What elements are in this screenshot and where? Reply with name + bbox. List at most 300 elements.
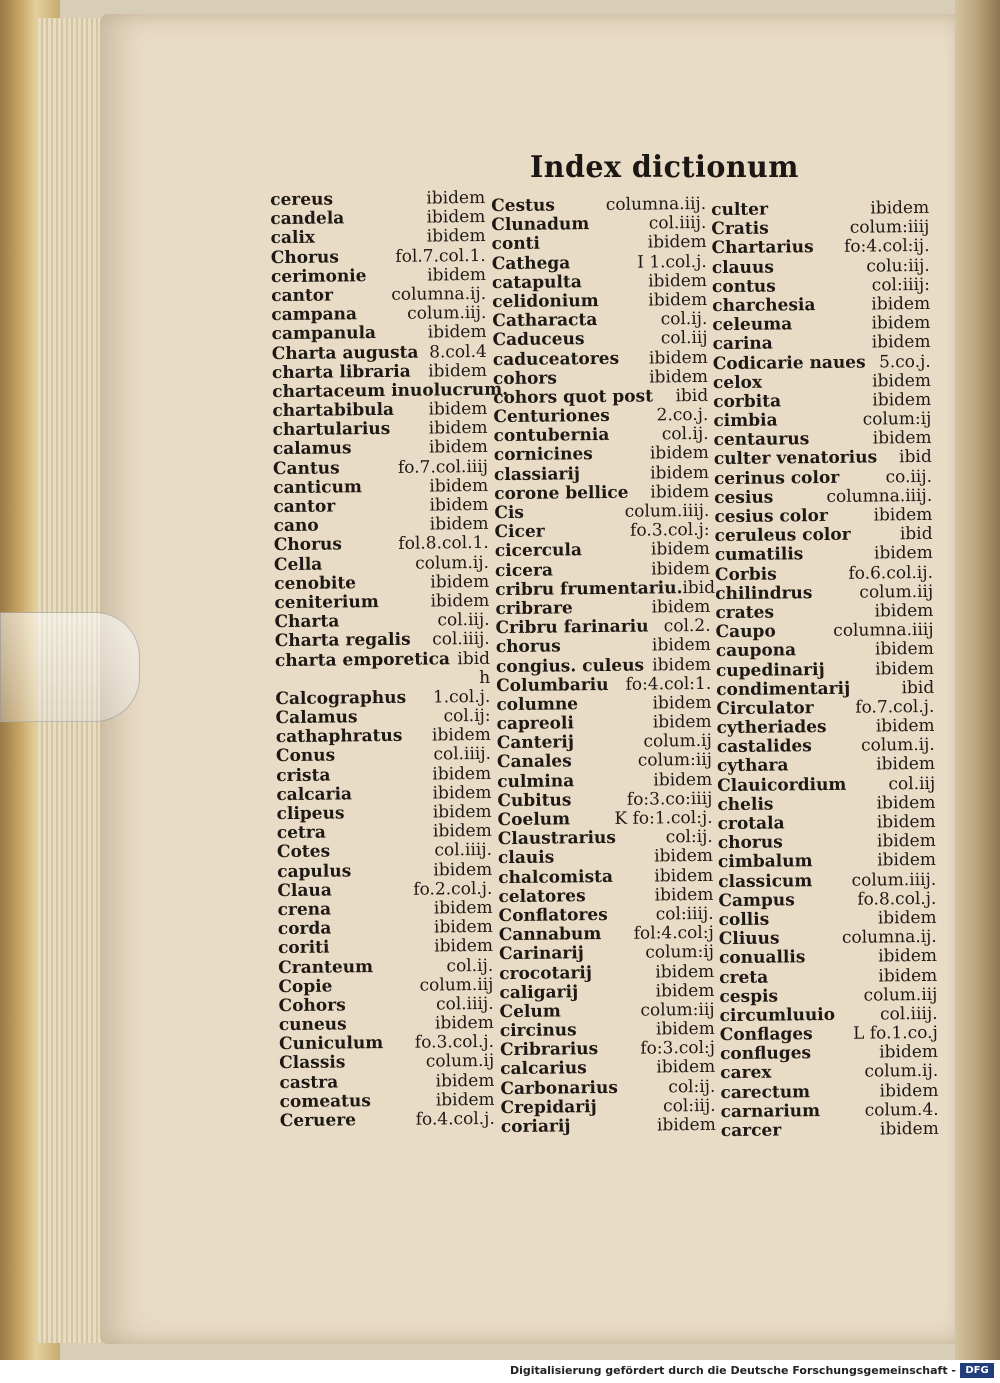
index-reference: ibidem <box>870 197 930 219</box>
index-reference: columna.ij. <box>841 926 937 948</box>
index-reference: ibidem <box>656 1114 716 1136</box>
index-term: Classis <box>279 1052 346 1074</box>
index-reference: ibidem <box>878 965 938 986</box>
index-reference: I 1.col.j. <box>637 251 707 273</box>
index-reference: col:iij. <box>663 1095 716 1117</box>
index-term: catapulta <box>491 271 582 293</box>
index-entry <box>501 1116 716 1137</box>
index-reference: ibidem <box>429 514 489 535</box>
index-term: chalcomista <box>498 866 614 888</box>
index-term: cohors quot post <box>493 386 654 409</box>
index-reference: ibid <box>899 447 932 468</box>
index-term: Claua <box>277 880 332 901</box>
index-reference: fo:3.co:iiij <box>626 788 713 810</box>
index-reference: ibidem <box>877 907 937 929</box>
index-reference: ibidem <box>879 1042 939 1063</box>
index-reference: ibid <box>457 648 491 669</box>
index-term: Charta augusta <box>271 342 419 364</box>
index-entry <box>275 649 490 670</box>
index-reference: ibidem <box>649 443 709 464</box>
index-term: cenobite <box>274 573 357 594</box>
index-term: cespis <box>719 986 779 1007</box>
index-reference: ibidem <box>432 782 492 804</box>
index-term: contus <box>711 276 776 297</box>
index-term: clauis <box>497 847 555 869</box>
index-reference: ibidem <box>875 658 935 679</box>
index-reference: ibidem <box>655 980 715 1002</box>
index-reference: 8.col.4 <box>429 341 487 362</box>
index-term: Cathega <box>491 252 571 274</box>
index-reference: col.iij. <box>437 610 490 631</box>
index-reference: ibidem <box>431 725 491 746</box>
index-reference: ibidem <box>872 428 932 449</box>
index-reference: ibidem <box>651 635 711 656</box>
index-term: classicum <box>718 870 813 892</box>
index-term: Cantus <box>272 458 340 479</box>
index-reference: ibidem <box>652 654 712 675</box>
index-reference: ibidem <box>872 370 932 392</box>
index-reference: colum:ij <box>645 942 715 963</box>
index-reference: ibidem <box>873 543 933 564</box>
index-term: chorus <box>495 636 561 658</box>
footer-credit: Digitalisierung gefördert durch die Deutsche Forschungsgemeinschaft - <box>509 1364 956 1377</box>
index-term: conuallis <box>718 947 806 969</box>
index-reference: col.ij. <box>660 309 708 330</box>
index-term: celox <box>712 372 763 393</box>
index-term: carina <box>712 333 773 355</box>
index-term: Cannabum <box>498 924 602 946</box>
index-reference: ibidem <box>430 590 490 612</box>
index-term: centaurus <box>713 429 810 451</box>
index-term: culmina <box>497 770 575 792</box>
index-term: campana <box>271 304 358 326</box>
index-reference: ibidem <box>652 692 712 714</box>
index-term: contubernia <box>493 425 610 447</box>
index-term: charta emporetica <box>274 648 451 671</box>
index-reference: col.iiij. <box>434 840 493 861</box>
index-term: Claustrarius <box>497 828 617 850</box>
index-reference: ibidem <box>428 360 488 382</box>
index-term: Campus <box>718 890 795 911</box>
index-entry <box>721 1120 939 1141</box>
index-term: celeuma <box>712 314 793 336</box>
index-term: congius. culeus <box>495 655 645 677</box>
index-reference: ibidem <box>426 226 486 247</box>
index-term: Cicer <box>494 521 545 543</box>
index-reference: ibidem <box>874 639 934 660</box>
index-reference: ibidem <box>429 494 489 516</box>
index-reference: ibidem <box>647 232 707 253</box>
index-term: carcer <box>720 1120 782 1142</box>
index-reference: col.iij <box>888 773 936 794</box>
index-reference: ibidem <box>651 558 711 580</box>
index-term: Coelum <box>497 809 571 831</box>
index-reference: col.ij: <box>443 705 491 727</box>
index-term: cimbia <box>713 410 778 432</box>
index-reference: fo:3.col:j <box>640 1038 716 1059</box>
index-reference: ibidem <box>650 481 710 503</box>
index-term: Chartarius <box>711 237 814 259</box>
index-reference: ibidem <box>428 418 488 439</box>
index-reference: colum.iiij. <box>624 500 710 522</box>
index-reference: col.ij. <box>446 955 494 976</box>
index-reference: ibidem <box>648 289 708 311</box>
index-term: Carbonarius <box>500 1077 618 1099</box>
index-term: Cubitus <box>497 790 572 811</box>
index-term: corone bellice <box>494 482 629 504</box>
index-term: candela <box>270 208 345 230</box>
index-term: circinus <box>499 1020 577 1042</box>
index-term: cumatilis <box>714 544 804 566</box>
index-term: caupona <box>715 640 797 662</box>
index-reference: fo.7.col.j. <box>855 696 935 718</box>
index-reference: ibidem <box>872 389 932 411</box>
index-reference: ibidem <box>879 1080 939 1102</box>
index-reference: fo.3.col.j: <box>630 520 710 541</box>
index-reference: ibidem <box>871 332 931 353</box>
index-reference: colum.iij <box>859 581 934 603</box>
index-term: cesius <box>714 487 774 508</box>
index-reference: 2.co.j. <box>656 404 709 426</box>
index-term: castra <box>279 1072 339 1093</box>
index-term: Caupo <box>715 621 776 643</box>
index-term: celatores <box>498 885 586 907</box>
index-reference: ibidem <box>878 946 938 967</box>
index-reference: ibidem <box>875 715 935 737</box>
page-marker-tab <box>0 612 140 722</box>
index-reference: ibid <box>675 385 709 407</box>
index-term: charta libraria <box>271 361 411 383</box>
index-term: calamus <box>272 438 352 460</box>
index-reference: colum:ij <box>862 408 932 430</box>
index-column-1 <box>270 187 509 1132</box>
index-reference: 5.co.j. <box>878 351 931 372</box>
index-term: canticum <box>273 477 363 498</box>
index-term: cytheriades <box>716 717 827 739</box>
index-reference: ibidem <box>648 270 708 292</box>
index-reference: colum.ij. <box>415 552 490 574</box>
index-reference: 1.col.j. <box>432 686 491 708</box>
index-term: corda <box>277 918 332 940</box>
index-reference: colum:iij <box>637 750 713 772</box>
index-term: chartaceum inuolucrum. <box>272 379 509 403</box>
index-reference: columna.iiij <box>833 619 934 642</box>
index-term: Copie <box>278 976 333 997</box>
index-reference: fo.8.col.j. <box>857 888 937 910</box>
index-reference: col.iiij. <box>432 629 490 650</box>
index-reference: L fo.1.co.j <box>853 1022 938 1044</box>
index-reference: ibidem <box>876 792 936 814</box>
index-reference: col.ij. <box>661 424 709 445</box>
index-reference: fol:4.col:j <box>633 922 714 944</box>
index-reference: co.iij. <box>885 466 933 487</box>
index-reference: ibidem <box>432 821 492 842</box>
index-term: Cratis <box>711 218 769 240</box>
index-term: chelis <box>717 794 774 815</box>
page-title: Index dictionum <box>530 150 799 185</box>
index-term: charchesia <box>712 295 816 317</box>
book-fore-edge <box>955 0 1000 1360</box>
index-reference: ibidem <box>656 1057 716 1078</box>
index-reference: ibidem <box>428 398 488 420</box>
index-reference: ibidem <box>426 187 486 209</box>
index-term: cereus <box>270 189 334 211</box>
index-term: circumluuio <box>719 1004 836 1026</box>
index-term: crates <box>715 602 775 624</box>
index-term: chartularius <box>272 419 391 441</box>
index-term: cornicines <box>493 444 593 466</box>
index-reference: ibidem <box>653 769 713 791</box>
index-reference: col:ij. <box>668 1076 716 1097</box>
index-term: cuneus <box>278 1014 347 1036</box>
index-term: Cribru farinariu <box>495 616 649 639</box>
index-term: Cranteum <box>278 956 374 978</box>
index-term: Cohors <box>278 995 346 1016</box>
index-term: cathaphratus <box>275 726 403 748</box>
index-term: Clunadum <box>491 214 590 236</box>
index-term: Corbis <box>714 564 777 585</box>
index-term: celidonium <box>492 290 599 313</box>
index-term: cimbalum <box>717 851 813 873</box>
index-term: cano <box>273 515 319 537</box>
index-reference: fo:4.col:1. <box>625 673 712 695</box>
index-reference: ibidem <box>435 1070 495 1092</box>
index-term: chartabibula <box>272 399 395 422</box>
index-term: carnarium <box>720 1100 821 1122</box>
index-term: conti <box>491 234 541 255</box>
index-reference: col.iiij. <box>879 1003 938 1025</box>
index-reference: ibidem <box>654 865 714 887</box>
index-term: cythara <box>716 755 789 777</box>
index-reference: ibidem <box>879 1118 939 1140</box>
index-reference: colu:iij. <box>866 255 930 277</box>
index-reference: ibidem <box>432 763 492 785</box>
index-reference: ibidem <box>874 600 934 622</box>
index-reference: ibid <box>901 677 935 698</box>
index-term: Canterij <box>496 732 575 754</box>
index-reference: col.2. <box>663 616 711 637</box>
index-term: calcaria <box>276 784 353 805</box>
index-term: Cuniculum <box>278 1033 384 1055</box>
index-reference: columna.iiij. <box>826 485 933 507</box>
index-term: Charta regalis <box>274 630 411 652</box>
index-term: coriti <box>277 937 330 959</box>
index-reference: col.iiij. <box>648 213 707 234</box>
index-reference: ibidem <box>650 462 710 484</box>
index-reference: col.iij <box>660 328 708 349</box>
index-reference: ibidem <box>654 884 714 906</box>
index-term: Cis <box>494 502 525 524</box>
index-reference: ibidem <box>433 859 493 881</box>
index-term: Cribrarius <box>499 1039 599 1061</box>
index-reference: ibidem <box>876 754 936 775</box>
index-term: crotala <box>717 813 785 835</box>
index-term: condimentarij <box>716 678 851 700</box>
index-reference: fo.4.col.j. <box>415 1108 495 1130</box>
index-term: cicera <box>494 560 554 581</box>
index-column-3 <box>711 199 939 1141</box>
index-term: carectum <box>720 1081 811 1103</box>
index-term: Charta <box>274 611 340 633</box>
index-term: Catharacta <box>492 310 598 332</box>
index-term: chilindrus <box>715 582 813 604</box>
index-reference: colum.iiij. <box>851 869 937 891</box>
index-term: collis <box>718 909 770 931</box>
index-reference: ibidem <box>871 293 931 315</box>
index-term: confluges <box>719 1043 812 1065</box>
index-reference: ibidem <box>427 264 487 286</box>
index-term: crista <box>276 765 331 786</box>
dfg-logo: DFG <box>960 1363 994 1378</box>
index-reference: ibidem <box>434 936 494 957</box>
index-term: cetra <box>276 822 326 844</box>
index-column-2 <box>491 195 716 1137</box>
index-reference: fo.7.col.iiij <box>397 456 489 478</box>
index-reference: col:ij. <box>665 827 713 848</box>
index-term: cicercula <box>494 540 583 562</box>
index-reference: ibidem <box>434 1012 494 1034</box>
index-term: Celum <box>499 1001 561 1022</box>
index-reference: col:iiij: <box>871 274 931 296</box>
index-reference: colum.ij. <box>864 1061 939 1083</box>
index-term: chorus <box>717 832 783 854</box>
index-reference: ibidem <box>649 366 709 388</box>
index-reference: ibidem <box>650 539 710 560</box>
index-term: Columbariu <box>496 674 609 696</box>
index-term: Canales <box>496 751 572 773</box>
index-term: caduceatores <box>492 348 620 370</box>
index-reference: ibidem <box>429 475 489 497</box>
index-term: corbita <box>713 391 782 413</box>
index-reference: colum.iij. <box>407 303 487 324</box>
index-term: calcarius <box>500 1058 587 1080</box>
index-reference: h <box>479 667 491 688</box>
index-term: creta <box>719 967 769 988</box>
index-term: caligarij <box>499 981 579 1003</box>
index-term: calix <box>270 228 316 249</box>
index-reference: colum.iij <box>419 974 494 996</box>
index-reference: ibidem <box>430 571 490 593</box>
index-reference: colum:iiij <box>849 217 930 238</box>
index-reference: ibidem <box>873 504 933 526</box>
index-term: Caduceus <box>492 329 585 351</box>
index-term: crena <box>277 899 332 921</box>
index-reference: ibidem <box>871 313 931 334</box>
index-term: ceniterium <box>274 591 379 614</box>
index-term: cerimonie <box>270 265 367 287</box>
index-term: Conflatores <box>498 904 608 927</box>
index-reference: colum.ij. <box>860 735 935 756</box>
index-term: Cotes <box>276 841 331 863</box>
index-reference: colum:iij <box>640 999 715 1021</box>
index-term: Carinarij <box>498 943 585 965</box>
index-term: Conus <box>275 745 336 767</box>
index-term: cantor <box>271 285 334 307</box>
index-reference: col:iiij. <box>655 903 714 925</box>
index-reference: ibidem <box>648 347 708 369</box>
index-reference: colum.iij <box>863 984 938 1006</box>
index-term: culter <box>711 199 769 221</box>
index-term: Codicarie naues <box>712 352 866 374</box>
index-reference: colum.ij <box>643 731 712 752</box>
footer-bar <box>0 1360 1000 1383</box>
index-term: cribrare <box>495 598 573 620</box>
index-reference: ibidem <box>427 322 487 343</box>
index-reference: col.iiij. <box>433 744 492 765</box>
index-reference: ibidem <box>433 897 493 919</box>
index-reference: ibidem <box>877 850 937 871</box>
index-term: cantor <box>273 496 336 518</box>
index-term: campanula <box>271 323 377 345</box>
index-term: cerinus color <box>713 467 840 489</box>
index-reference: ibidem <box>651 596 711 618</box>
index-term: Cestus <box>491 195 555 217</box>
index-reference: columna.ij. <box>391 283 487 305</box>
index-term: Calcographus <box>275 687 407 709</box>
index-term: Crepidarij <box>500 1096 597 1118</box>
index-reference: ibidem <box>654 846 714 867</box>
index-reference: colum.ij <box>425 1051 495 1073</box>
index-term: Chorus <box>273 534 343 556</box>
index-term: capulus <box>277 860 352 882</box>
index-reference: ibidem <box>655 1018 715 1040</box>
index-term: carex <box>720 1063 772 1084</box>
index-term: Calamus <box>275 707 358 729</box>
index-term: clauus <box>711 257 775 278</box>
index-term: Chorus <box>270 246 340 268</box>
index-reference: ibidem <box>426 207 486 228</box>
index-term: ceruleus color <box>714 524 851 547</box>
index-reference: col.iiij. <box>435 993 494 1015</box>
index-term: Clauicordium <box>717 774 847 796</box>
index-term: Circulator <box>716 697 814 720</box>
index-term: coriarij <box>500 1116 571 1138</box>
index-term: columne <box>496 694 579 715</box>
index-term: cupedinarij <box>715 659 825 681</box>
index-term: crocotarij <box>499 962 593 984</box>
index-term: Centuriones <box>493 405 610 428</box>
index-term: Cella <box>273 554 323 575</box>
index-reference: ibidem <box>652 711 712 733</box>
index-reference: ibidem <box>655 961 715 982</box>
index-term: Cliuus <box>718 928 780 950</box>
index-term: cohors <box>492 368 558 389</box>
index-entry <box>280 1110 495 1131</box>
index-term: capreoli <box>496 713 574 735</box>
index-reference: ibid <box>682 577 716 598</box>
index-reference: fol.8.col.1. <box>398 533 489 555</box>
index-reference: colum.4. <box>864 1099 939 1121</box>
index-reference: fo.2.col.j. <box>413 878 493 900</box>
index-reference: ibid <box>899 524 933 545</box>
index-term: cribru frumentariu. <box>495 577 683 600</box>
index-reference: ibidem <box>428 437 488 458</box>
index-term: Ceruere <box>279 1110 357 1132</box>
index-term: comeatus <box>279 1090 372 1112</box>
index-term: Conflages <box>719 1024 813 1046</box>
index-reference: ibidem <box>876 831 936 852</box>
index-reference: ibidem <box>432 801 492 823</box>
index-term: castalides <box>716 736 812 758</box>
index-reference: ibidem <box>435 1089 495 1111</box>
index-reference: ibidem <box>876 811 936 833</box>
index-reference: ibidem <box>433 916 493 938</box>
index-term: culter venatorius <box>713 447 878 470</box>
index-term: classiarij <box>493 463 581 485</box>
index-reference: fo.3.col.j. <box>414 1032 495 1053</box>
index-reference: K fo:1.col:j. <box>614 807 713 829</box>
index-term: cesius color <box>714 505 828 528</box>
